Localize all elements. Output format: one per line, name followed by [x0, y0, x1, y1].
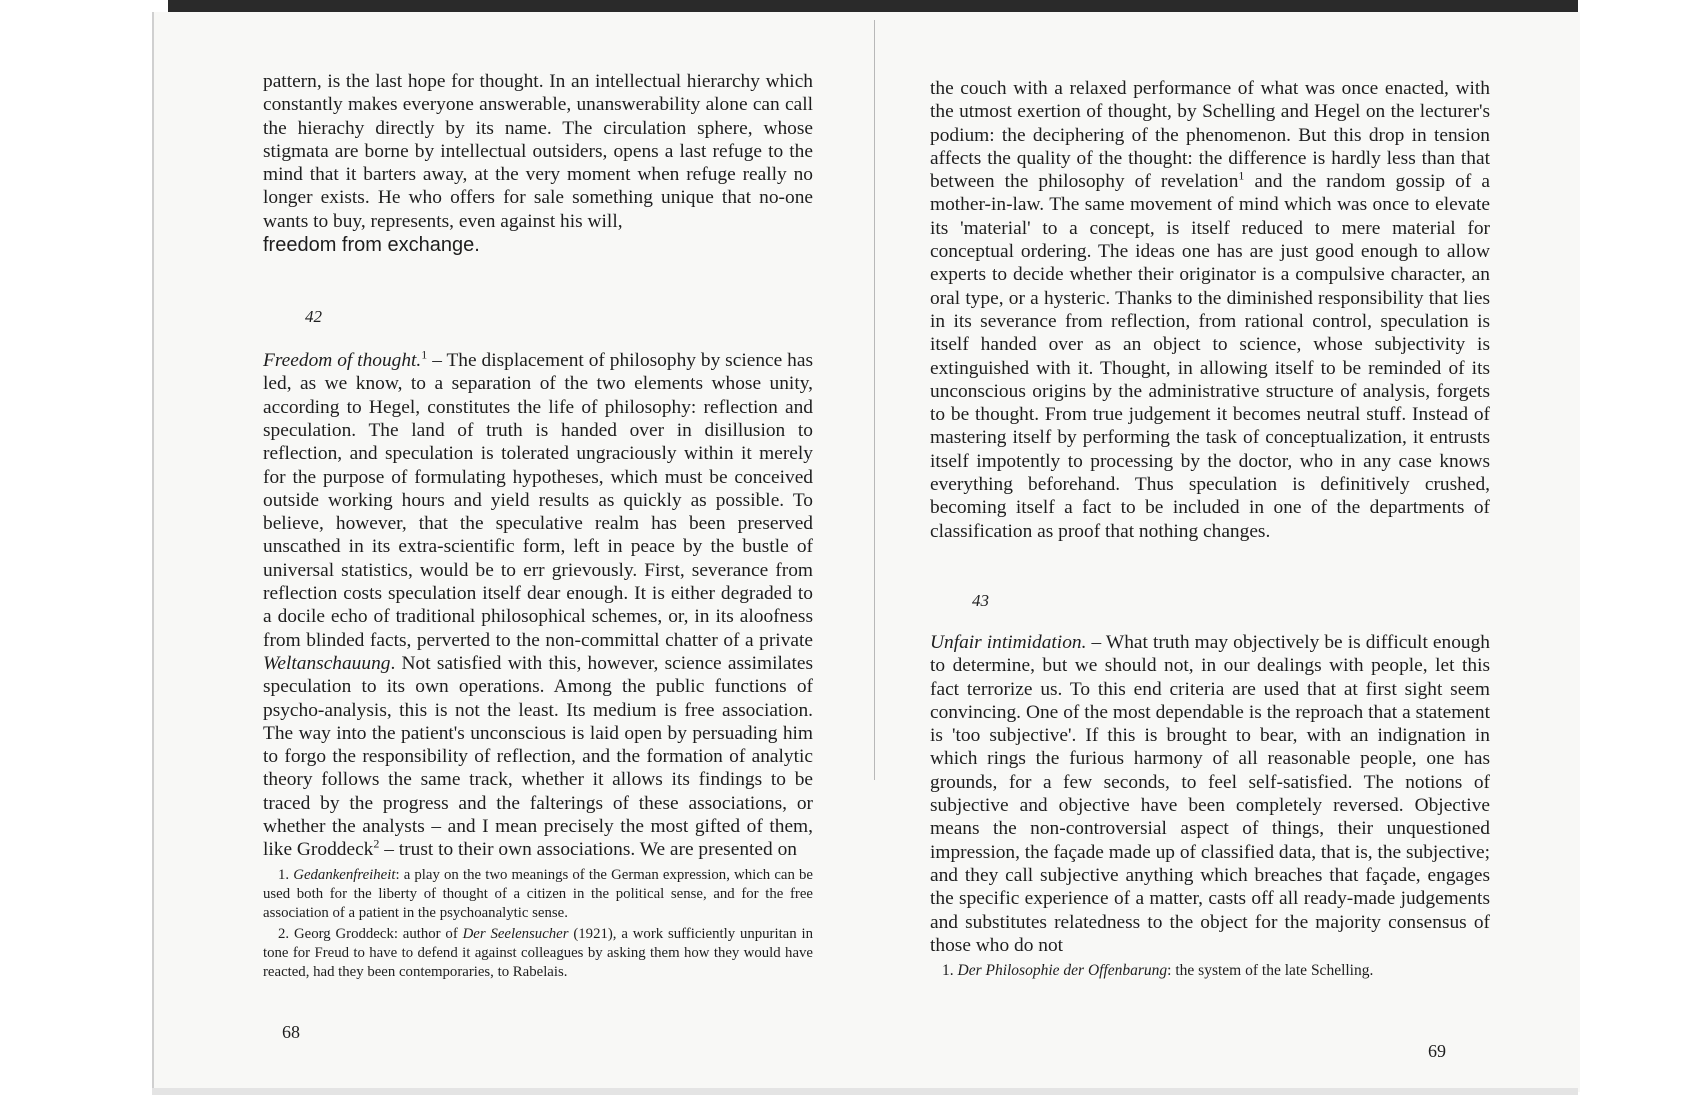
body-text: – What truth may objectively be is difficult enough to determine, but we should not, in our dealings with people, let this fact terrorize us. To this end criteria are used that at first sight seem convincing. One of the most dependable is the reproach that a statement is 'too subjective'. If this is brought to bear, with an indignation in which rings the furious harmony of all reasonable people, one has grounds, for a few seconds, to feel self-satisfied. The notions of subjective and objective have been completely reversed. Objective means the non-controversial aspect of things, their unquestioned impression, the façade made up of classified data, that is, the subjective; and they call subjective anything which breaches that façade, engages the specific experience of a matter, casts off all ready-made judgements and substitutes relatedness to the object for the majority consensus of those who do not: [930, 631, 1490, 956]
footnote-marker: 1.: [942, 962, 954, 980]
footnote-term: Der Seelensucher: [462, 925, 569, 942]
footnote: [263, 925, 813, 982]
section-number: 42: [305, 307, 322, 327]
section-heading: Unfair intimidation.: [930, 631, 1087, 653]
footnote-text: : a play on the two meanings of the German expression, which can be used both for the liberty of thought of a citizen in the political sense, and for the free association of a patient in the psychoanalytic sense.: [263, 866, 813, 921]
footnote-text: : the system of the late Schelling.: [1167, 962, 1374, 980]
section-number: 43: [972, 590, 989, 610]
left-page: [263, 70, 813, 982]
footnote-marker: 2.: [278, 925, 290, 942]
scan-bottom-edge: [152, 1088, 1578, 1095]
section-heading: Freedom of thought.: [263, 350, 422, 372]
footnote: [263, 866, 813, 923]
body-text: . Not satisfied with this, however, science assimilates speculation to its own operations. Among the public functions of psycho-analysis, this is not the least. Its medium is free association. The way into the patient's unconscious is laid open by persuading him to forgo the responsibility of reflection, and the formation of analytic theory follows the same track, whether it allows its findings to be traced by the progress and the falterings of these associations, or whether the analysts – and I mean precisely the most gifted of them, like Groddeck: [263, 652, 813, 861]
section-body: [930, 631, 1490, 957]
footnote-text: (1921), a work sufficiently unpuritan in tone for Freud to have to defend it against colleagues by asking them how they would have reacted, had they been contemporaries, to Rabelais.: [263, 925, 813, 980]
body-text: the couch with a relaxed performance of what was once enacted, with the utmost exertion of thought, by Schelling and Hegel on the lecturer's podium: the deciphering of the phenomenon. But this drop in tension affects the quality of the thought: the difference is hardly less than that between the philosophy of revelation: [930, 78, 1490, 193]
body-text: – The displacement of philosophy by science has led, as we know, to a separation of the two elements whose unity, according to Hegel, constitutes the life of philosophy: reflection and speculation. The land of truth is handed over in disillusion to reflection, and speculation is tolerated ungraciously within it merely for the purpose of formulating hypotheses, which must be conceived outside working hours and yield results as quickly as possible. To believe, however, that the speculative realm has been preserved unscathed in its extra-scientific form, left in peace by the bustle of universal statistics, would be to err grievously. First, severance from reflection costs speculation itself dear enough. It is either degraded to a docile echo of traditional philosophical schemes, or, in its aloofness from blinded facts, perverted to the non-committal chatter of a private: [263, 350, 813, 651]
right-page: [930, 77, 1490, 980]
page-number: 69: [1428, 1041, 1446, 1061]
footnote-marker: 1.: [278, 866, 290, 883]
footnote-reference: 2: [373, 836, 380, 851]
footnotes: [263, 866, 813, 982]
footnote-reference: 1: [1238, 168, 1245, 183]
continuation-paragraph: [930, 77, 1490, 543]
page-number: 68: [282, 1022, 300, 1042]
book-gutter: [874, 20, 875, 780]
body-text: and the random gossip of a mother-in-law. The same movement of mind which was once to elevate its 'material' to a concept, is itself reduced to mere material for conceptual ordering. The ideas one has are just good enough to allow experts to decide whether their originator is a compulsive character, an oral type, or a hysteric. Thanks to the diminished responsibility that lies in its severance from reflection, from rational control, speculation is itself handed over as an object to science, whose subjectivity is extinguished with it. Thought, in allowing itself to be reminded of its unconscious origins by the administrative structure of analysis, forgets to be thought. From true judgement it becomes neutral stuff. Instead of mastering itself by performing the task of conceptualization, it entrusts itself impotently to processing by the doctor, who in any case knows everything beforehand. Thus speculation is definitively crushed, becoming itself a fact to be included in one of the departments of classification as proof that nothing changes.: [930, 171, 1490, 542]
body-text: – trust to their own associations. We are presented on: [379, 839, 797, 861]
footnote-reference: 1: [421, 347, 428, 362]
footnote-text: Georg Groddeck: author of: [293, 925, 463, 942]
closing-line: freedom from exchange.: [263, 234, 480, 257]
footnote-term: Gedankenfreiheit: [293, 866, 396, 883]
scan-top-edge: [168, 0, 1578, 12]
footnote-term: Der Philosophie der Offenbarung: [957, 962, 1168, 980]
footnote: [930, 961, 1490, 980]
opening-paragraph: pattern, is the last hope for thought. In an intellectual hierarchy which constantly makes everyone answerable, unanswerability alone can call the hierachy directly by its name. The circulation sphere, whose stigmata are borne by intellectual outsiders, opens a last refuge to the mind that it barters away, at the very moment when refuge really no longer exists. He who offers for sale something unique that no-one wants to buy, represents, even against his will,: [263, 71, 813, 232]
section-body: [263, 349, 813, 862]
italic-term: Weltanschauung: [263, 652, 391, 674]
